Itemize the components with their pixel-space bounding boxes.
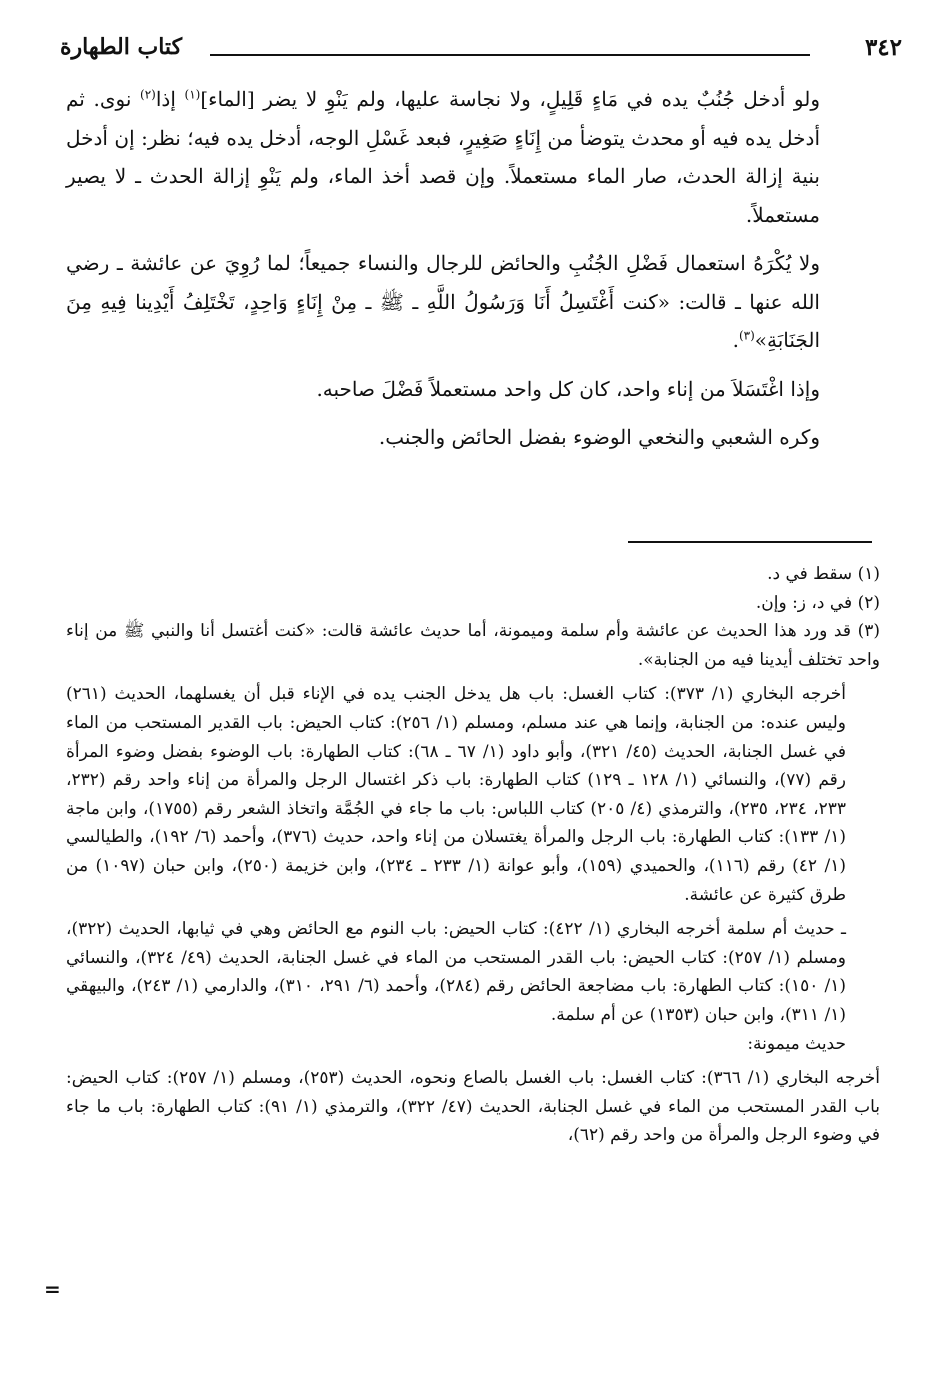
paragraph-1-text-c: نوى. ثم أدخل يده فيه أو محدث يتوضأ من إِنَاءٍ صَغِيرٍ، فبعد غَسْلِ الوجه، أدخل يده فيه؛ نظر: إن أدخل بنية إزالة الحدث، صار الماء مستعملاً. وإن قصد أخذ الماء، ولم يَنْوِ إزالة الحدث ـ لا يصير مستعملاً.: [66, 87, 820, 227]
page-header: [60, 34, 902, 66]
footnotes: [66, 560, 880, 1150]
paragraph-3: وإذا اغْتَسَلاَ من إناء واحد، كان كل واحد مستعملاً فَضْلَ صاحبه.: [316, 376, 820, 401]
paragraph-1: [66, 80, 880, 234]
paragraph-2-end: .: [732, 328, 739, 352]
footnote-separator: [628, 541, 872, 543]
paragraph-4: وكره الشعبي والنخعي الوضوء بفضل الحائض والجنب.: [378, 425, 820, 449]
footnote-ref-2[interactable]: (٢): [140, 87, 156, 102]
paragraph-2: [66, 244, 880, 360]
footnote-3-maymuna: أخرجه البخاري (١/ ٣٦٦): كتاب الغسل: باب الغسل بالصاع ونحوه، الحديث (٢٥٣)، ومسلم (١/ ٢٥٧): كتاب الحيض: باب القدر المستحب من الماء في غسل الجنابة، الحديث (٤٧/ ٣٢٢)، والترمذي (١/ ٩١): كتاب الطهارة: باب ما جاء في وضوء الرجل والمرأة من واحد رقم (٦٢)،: [66, 1068, 881, 1146]
main-text: [66, 80, 880, 457]
footnote-ref-1[interactable]: (١): [184, 87, 201, 102]
footnote-2: (٢) في د، ز: وإن.: [755, 592, 880, 613]
footnote-3-aisha: أخرجه البخاري (١/ ٣٧٣): كتاب الغسل: باب هل يدخل الجنب يده في الإناء قبل أن يغسلهما، الحديث (٢٦١) وليس عنده: من الجنابة، وإنما هي عند مسلم، ومسلم (١/ ٢٥٦): كتاب الحيض: باب القدير المستحب من الماء في غسل الجنابة، الحديث (٤٥/ ٣٢١)، وأبو داود (١/ ٦٧ ـ ٦٨): كتاب الطهارة: باب الوضوء بفضل وضوء المرأة رقم (٧٧)، والنسائي (١/ ١٢٨ ـ ١٢٩) كتاب الطهارة: باب ذكر اغتسال الرجل والمرأة من إناء واحد رقم (٢٣٢، ٢٣٣، ٢٣٤، ٢٣٥)، والترمذي (٤/ ٢٠٥) كتاب اللباس: باب ما جاء في الجُمَّة واتخاذ الشعر رقم (١٧٥٥)، وابن ماجة (١/ ١٣٣): كتاب الطهارة: باب الرجل والمرأة يغتسلان من إناء واحد، حديث (٣٧٦)، وأحمد (٦/ ١٩٢)، والطيالسي (١/ ٤٢) رقم (١١٦)، والحميدي (١٥٩)، وأبو عوانة (١/ ٢٣٣ ـ ٢٣٤)، وابن خزيمة (٢٥٠)، وابن حبان (١٠٩٧) من طرق كثيرة عن عائشة.: [66, 684, 847, 905]
footnote-3-maymuna-heading: حديث ميمونة:: [747, 1033, 846, 1054]
paragraph-1-text-b: إذا: [155, 87, 185, 111]
chapter-title: كتاب الطهارة: [60, 34, 183, 60]
header-rule: [210, 54, 810, 56]
continuation-mark: =: [44, 1277, 61, 1301]
footnote-1: (١) سقط في د.: [767, 564, 880, 584]
footnote-3-umm-salama: ـ حديث أم سلمة أخرجه البخاري (١/ ٤٢٢): كتاب الحيض: باب النوم مع الحائض وهي في ثيابها، الحديث (٣٢٢)، ومسلم (١/ ٢٥٧): كتاب الحيض: باب القدر المستحب من الماء في غسل الجنابة، الحديث (٤٩/ ٣٢٤)، والنسائي (١/ ١٥٠): كتاب الطهارة: باب مضاجعة الحائض رقم (٢٨٤)، وأحمد (٦/ ٢٩١، ٣١٠)، والدارمي (١/ ٢٤٣)، والبيهقي (١/ ٣١١)، وابن حبان (١٣٥٣) عن أم سلمة.: [66, 919, 847, 1025]
footnote-ref-3[interactable]: (٣): [738, 328, 755, 343]
page-number: ٣٤٢: [864, 34, 902, 61]
paragraph-1-text: ولو أدخل جُنُبٌ يده في مَاءٍ قَلِيلٍ، ولا نجاسة عليها، ولم يَنْوِ لا يضر [الماء]: [200, 87, 820, 111]
paragraph-2-text: ولا يُكْرَهُ استعمال فَضْلِ الجُنُبِ والحائض للرجال والنساء جميعاً؛ لما رُوِيَ عن عائشة ـ رضي الله عنها ـ قالت: «كنت أَغْتَسِلُ أَنَا وَرَسُولُ اللَّهِ ـ ﷺ ـ مِنْ إِنَاءٍ وَاحِدٍ، تَخْتَلِفُ أَيْدِينا فِيهِ مِنَ الجَنَابَةِ»: [66, 251, 820, 352]
footnote-3: (٣) قد ورد هذا الحديث عن عائشة وأم سلمة وميمونة، أما حديث عائشة قالت: «كنت أغتسل أنا والنبي ﷺ من إناء واحد تختلف أيدينا فيه من الجنابة».: [66, 621, 880, 670]
